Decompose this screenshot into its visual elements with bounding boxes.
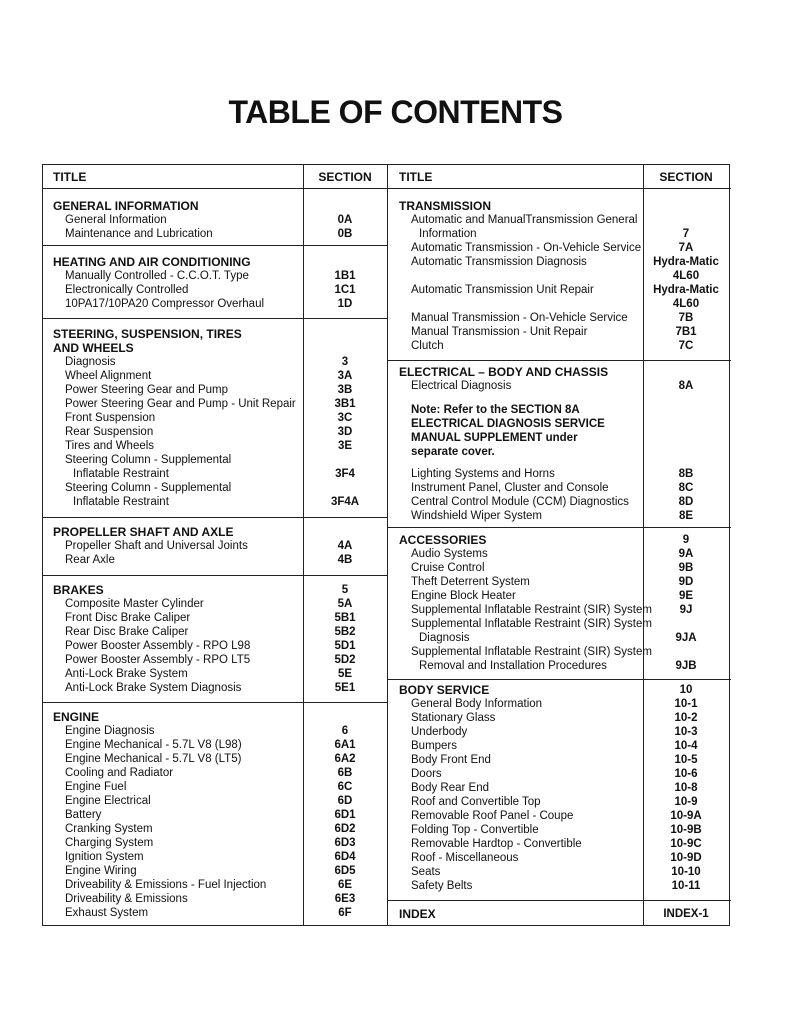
toc-title: 10PA17/10PA20 Compressor Overhaul	[65, 298, 265, 310]
toc-title: Engine Mechanical - 5.7L V8 (L98)	[65, 739, 242, 751]
note-line: Note: Refer to the SECTION 8A	[411, 404, 580, 416]
right-toc-row	[43, 645, 731, 659]
right-toc-row	[43, 365, 731, 379]
toc-section-number: Hydra-Matic	[653, 284, 719, 296]
toc-section-number: 3C	[337, 412, 353, 424]
toc-section-number: 6C	[337, 781, 353, 793]
toc-title: Audio Systems	[411, 548, 488, 560]
divider	[43, 188, 731, 189]
toc-title: Lighting Systems and Horns	[411, 468, 555, 480]
toc-section-number: 3E	[337, 440, 353, 452]
toc-title: Roof - Miscellaneous	[411, 852, 519, 864]
toc-section-number: 10-3	[674, 726, 698, 738]
toc-title: Anti-Lock Brake System Diagnosis	[65, 682, 242, 694]
note-line: MANUAL SUPPLEMENT under	[411, 432, 578, 444]
toc-section-number: 7C	[678, 340, 694, 352]
toc-section-number: 8C	[678, 482, 694, 494]
toc-section-number: 6D4	[334, 851, 356, 863]
right-toc-row	[43, 823, 731, 837]
toc-title: Power Booster Assembly - RPO L98	[65, 640, 251, 652]
page-title: TABLE OF CONTENTS	[228, 94, 563, 130]
toc-section-number: 3F4A	[330, 496, 360, 508]
toc-section-number: 5D1	[334, 640, 356, 652]
toc-title: Engine Diagnosis	[65, 725, 155, 737]
right-toc-row	[43, 199, 731, 213]
toc-section-number: 1C1	[334, 284, 356, 296]
right-toc-row	[43, 227, 731, 241]
right-toc-row	[43, 547, 731, 561]
right-toc-row	[43, 739, 731, 753]
toc-section-number: 6E	[337, 879, 353, 891]
right-toc-row	[43, 725, 731, 739]
toc-title: Clutch	[411, 340, 444, 352]
toc-title: ELECTRICAL – BODY AND CHASSIS	[399, 365, 609, 379]
right-toc-row	[43, 339, 731, 353]
left-toc-row	[43, 892, 731, 906]
toc-title: Instrument Panel, Cluster and Console	[411, 482, 609, 494]
toc-title: INDEX	[399, 907, 436, 921]
toc-title: Theft Deterrent System	[411, 576, 530, 588]
toc-title: Front Suspension	[65, 412, 156, 424]
right-toc-row	[43, 753, 731, 767]
toc-title: Manual Transmission - On-Vehicle Service	[411, 312, 628, 324]
toc-title: Anti-Lock Brake System	[65, 668, 188, 680]
toc-section-number: 8D	[678, 496, 694, 508]
toc-section-number: 9JB	[675, 660, 697, 672]
toc-title: Engine Wiring	[65, 865, 137, 877]
toc-title: Automatic and ManualTransmission General	[411, 214, 638, 226]
toc-title: Automatic Transmission Diagnosis	[411, 256, 587, 268]
toc-section-number: 6D1	[334, 809, 356, 821]
toc-title: Supplemental Inflatable Restraint (SIR) System	[411, 618, 652, 630]
toc-title: Automatic Transmission - On-Vehicle Service	[411, 242, 642, 254]
toc-title: Automatic Transmission Unit Repair	[411, 284, 594, 296]
right-toc-row	[43, 907, 731, 921]
toc-section-number: 7	[682, 228, 690, 240]
toc-section-number: 9B	[678, 562, 694, 574]
toc-title: Inflatable Restraint	[73, 496, 169, 508]
toc-title: Safety Belts	[411, 880, 473, 892]
toc-section-number: 5	[341, 584, 349, 596]
toc-title: Windshield Wiper System	[411, 510, 543, 522]
toc-section-number: 10-1	[674, 698, 698, 710]
toc-section-number: 10-11	[671, 880, 701, 892]
toc-title: Driveability & Emissions - Fuel Injection	[65, 879, 267, 891]
toc-section-number: 0B	[337, 228, 353, 240]
right-toc-row	[43, 297, 731, 311]
right-toc-row	[43, 711, 731, 725]
right-toc-row	[43, 659, 731, 673]
right-toc-row	[43, 781, 731, 795]
toc-title: Supplemental Inflatable Restraint (SIR) System	[411, 604, 652, 616]
left-toc-row	[43, 397, 731, 411]
toc-section-number: 10-8	[674, 782, 698, 794]
toc-section-number: 8E	[678, 510, 694, 522]
toc-section-number: 5E1	[334, 682, 356, 694]
right-toc-row	[43, 269, 731, 283]
toc-section-number: 0A	[337, 214, 353, 226]
toc-title: Charging System	[65, 837, 154, 849]
toc-title: Power Steering Gear and Pump	[65, 384, 229, 396]
left-toc-row	[43, 425, 731, 439]
toc-title: ACCESSORIES	[399, 533, 487, 547]
right-toc-row	[43, 879, 731, 893]
toc-section-number: 1B1	[334, 270, 356, 282]
toc-section-number: 4A	[337, 540, 353, 552]
header-section-right: SECTION	[659, 170, 713, 184]
toc-section-number: 3B	[337, 384, 353, 396]
right-toc-row	[43, 241, 731, 255]
right-toc-row	[43, 213, 731, 227]
toc-section-number: 5B1	[334, 612, 356, 624]
toc-title: Cranking System	[65, 823, 153, 835]
toc-title: Roof and Convertible Top	[411, 796, 541, 808]
toc-section-number: 5E	[337, 668, 353, 680]
right-toc-row	[43, 697, 731, 711]
toc-section-number: 6A2	[334, 753, 356, 765]
toc-title: Inflatable Restraint	[73, 468, 169, 480]
toc-title: Composite Master Cylinder	[65, 598, 204, 610]
toc-title: Rear Suspension	[65, 426, 154, 438]
right-toc-row	[43, 283, 731, 297]
right-toc-row	[43, 603, 731, 617]
toc-title: General Information	[65, 214, 167, 226]
toc-section-number: 3D	[337, 426, 353, 438]
toc-title: Driveability & Emissions	[65, 893, 188, 905]
right-toc-row	[43, 617, 731, 631]
right-toc-row	[43, 509, 731, 523]
toc-section-number: 10-2	[674, 712, 698, 724]
toc-title: Manual Transmission - Unit Repair	[411, 326, 588, 338]
toc-section-number: 3A	[337, 370, 353, 382]
toc-title: Rear Disc Brake Caliper	[65, 626, 189, 638]
toc-section-number: 5D2	[334, 654, 356, 666]
toc-title: Underbody	[411, 726, 468, 738]
toc-title: ENGINE	[53, 710, 100, 724]
left-toc-row	[43, 439, 731, 453]
right-toc-row	[43, 561, 731, 575]
toc-section-number: 6D	[337, 795, 353, 807]
right-toc-row	[43, 533, 731, 547]
toc-title: AND WHEELS	[53, 341, 134, 355]
right-toc-row	[43, 851, 731, 865]
toc-title: Tires and Wheels	[65, 440, 155, 452]
toc-section-number: 6E3	[334, 893, 356, 905]
toc-title: Ignition System	[65, 851, 144, 863]
toc-section-number: 8B	[678, 468, 694, 480]
toc-title: TRANSMISSION	[399, 199, 492, 213]
toc-title: Seats	[411, 866, 441, 878]
toc-section-number: 10-9B	[670, 824, 702, 836]
toc-title: Power Steering Gear and Pump - Unit Repair	[65, 398, 296, 410]
toc-section-number: 6F	[338, 907, 352, 919]
toc-title: Battery	[65, 809, 102, 821]
toc-section-number: 10-9C	[670, 838, 702, 850]
right-toc-row	[43, 631, 731, 645]
toc-section-number: 10	[679, 684, 693, 696]
toc-section-number: 6D5	[334, 865, 356, 877]
right-toc-row	[43, 683, 731, 697]
right-toc-row	[43, 865, 731, 879]
toc-title: Steering Column - Supplemental	[65, 482, 232, 494]
toc-title: Rear Axle	[65, 554, 115, 566]
toc-title: Front Disc Brake Caliper	[65, 612, 191, 624]
toc-section-number: Hydra-Matic	[653, 256, 719, 268]
right-toc-row	[43, 255, 731, 269]
toc-section-number: 9JA	[675, 632, 697, 644]
toc-title: Engine Electrical	[65, 795, 151, 807]
toc-section-number: 8A	[678, 380, 694, 392]
toc-section-number: 1D	[337, 298, 353, 310]
toc-section-number: 7B1	[675, 326, 697, 338]
toc-title: Maintenance and Lubrication	[65, 228, 213, 240]
toc-section-number: 9A	[678, 548, 694, 560]
header-section-left: SECTION	[318, 170, 372, 184]
toc-section-number: 6A1	[334, 739, 356, 751]
toc-title: General Body Information	[411, 698, 543, 710]
toc-section-number: 7B	[678, 312, 694, 324]
toc-section-number: 3F4	[335, 468, 355, 480]
toc-section-number: 10-5	[674, 754, 698, 766]
supplement-note	[411, 403, 605, 459]
toc-section-number: 4L60	[672, 298, 700, 310]
toc-title: Engine Mechanical - 5.7L V8 (LT5)	[65, 753, 242, 765]
right-toc-row	[43, 767, 731, 781]
toc-section-number: 3	[341, 356, 349, 368]
toc-section-number: 6D2	[334, 823, 356, 835]
toc-title: Stationary Glass	[411, 712, 496, 724]
right-toc-row	[43, 325, 731, 339]
toc-section-number: 7A	[678, 242, 694, 254]
toc-title: Wheel Alignment	[65, 370, 152, 382]
toc-title: Folding Top - Convertible	[411, 824, 539, 836]
toc-section-number: 5B2	[334, 626, 356, 638]
toc-section-number: 9J	[679, 604, 693, 616]
note-line: ELECTRICAL DIAGNOSIS SERVICE	[411, 418, 605, 430]
header-title-right: TITLE	[399, 170, 433, 184]
toc-section-number: 9E	[678, 590, 694, 602]
toc-title: Diagnosis	[65, 356, 116, 368]
right-toc-row	[43, 467, 731, 481]
toc-title: BRAKES	[53, 583, 104, 597]
toc-title: GENERAL INFORMATION	[53, 199, 199, 213]
left-toc-row	[43, 411, 731, 425]
right-toc-row	[43, 589, 731, 603]
toc-title: Central Control Module (CCM) Diagnostics	[411, 496, 629, 508]
toc-section-number: 10-9	[674, 796, 698, 808]
toc-title: Cooling and Radiator	[65, 767, 174, 779]
right-toc-row	[43, 795, 731, 809]
toc-title: PROPELLER SHAFT AND AXLE	[53, 525, 234, 539]
note-line: separate cover.	[411, 446, 495, 458]
right-toc-row	[43, 495, 731, 509]
toc-title: Body Front End	[411, 754, 491, 766]
toc-title: Manually Controlled - C.C.O.T. Type	[65, 270, 249, 282]
toc-title: Engine Fuel	[65, 781, 127, 793]
toc-title: HEATING AND AIR CONDITIONING	[53, 255, 251, 269]
toc-title: Engine Block Heater	[411, 590, 516, 602]
toc-section-number: 9	[682, 534, 690, 546]
toc-title: Supplemental Inflatable Restraint (SIR) System	[411, 646, 652, 658]
toc-section-number: 3B1	[334, 398, 356, 410]
toc-section-number: 5A	[337, 598, 353, 610]
toc-title: Removable Hardtop - Convertible	[411, 838, 582, 850]
toc-section-number: 6B	[337, 767, 353, 779]
right-toc-row	[43, 379, 731, 393]
toc-section-number: 10-4	[674, 740, 698, 752]
right-toc-row	[43, 837, 731, 851]
toc-section-number: 10-9A	[670, 810, 702, 822]
left-toc-row	[43, 453, 731, 467]
toc-title: Bumpers	[411, 740, 458, 752]
toc-title: Removal and Installation Procedures	[419, 660, 607, 672]
right-toc-row	[43, 481, 731, 495]
toc-section-number: 10-10	[671, 866, 701, 878]
toc-title: Electrical Diagnosis	[411, 380, 512, 392]
toc-section-number: 10-6	[674, 768, 698, 780]
toc-title: Information	[419, 228, 477, 240]
toc-title: Propeller Shaft and Universal Joints	[65, 540, 248, 552]
toc-section-number: 6	[341, 725, 349, 737]
toc-title: STEERING, SUSPENSION, TIRES	[53, 327, 242, 341]
toc-title: Diagnosis	[419, 632, 470, 644]
right-toc-row	[43, 809, 731, 823]
contents-table	[42, 164, 730, 926]
toc-section-number: 4B	[337, 554, 353, 566]
toc-title: BODY SERVICE	[399, 683, 490, 697]
toc-title: Body Rear End	[411, 782, 489, 794]
toc-title: Doors	[411, 768, 442, 780]
toc-section-number: INDEX-1	[663, 908, 709, 920]
toc-title: Power Booster Assembly - RPO LT5	[65, 654, 251, 666]
toc-title: Electronically Controlled	[65, 284, 189, 296]
toc-title: Exhaust System	[65, 907, 149, 919]
toc-section-number: 6D3	[334, 837, 356, 849]
toc-section-number: 10-9D	[670, 852, 702, 864]
toc-title: Cruise Control	[411, 562, 485, 574]
right-toc-row	[43, 575, 731, 589]
toc-title: Removable Roof Panel - Coupe	[411, 810, 574, 822]
toc-title: Steering Column - Supplemental	[65, 454, 232, 466]
right-toc-row	[43, 311, 731, 325]
header-title-left: TITLE	[53, 170, 87, 184]
toc-section-number: 4L60	[672, 270, 700, 282]
toc-section-number: 9D	[678, 576, 694, 588]
